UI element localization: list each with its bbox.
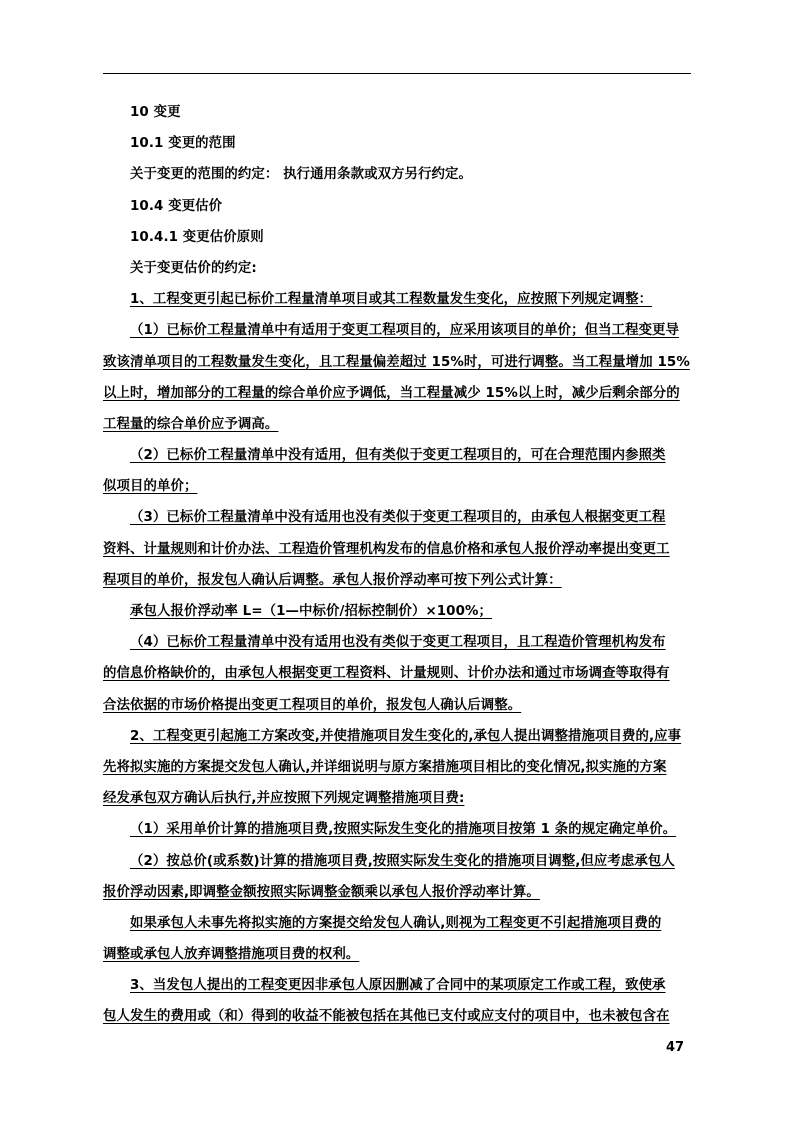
text-line [103, 908, 691, 939]
text-line [103, 97, 691, 128]
text-line [103, 1001, 691, 1032]
text-line-content: 工程量的综合单价应予调高。 [103, 416, 279, 432]
text-line-content: 先将拟实施的方案提交发包人确认,并详细说明与原方案措施项目相比的变化情况,拟实施的方案 [103, 759, 667, 775]
text-line-content: 资料、计量规则和计价办法、工程造价管理机构发布的信息价格和承包人报价浮动率提出变更工 [103, 541, 670, 557]
text-line-content: 关于变更估价的约定: [130, 260, 257, 276]
text-line-content: 2、工程变更引起施工方案改变,并使措施项目发生变化的,承包人提出调整措施项目费的,应事 [130, 728, 682, 744]
text-line-content: 程项目的单价，报发包人确认后调整。承包人报价浮动率可按下列公式计算： [103, 572, 562, 588]
text-line-content: 似项目的单价； [103, 479, 198, 495]
text-line [103, 159, 691, 190]
text-line [103, 690, 691, 721]
text-line [103, 284, 691, 315]
text-line-content: 经发承包双方确认后执行,并应按照下列规定调整措施项目费: [103, 791, 465, 807]
text-line-content: 10.4 变更估价 [130, 198, 223, 214]
text-line [103, 721, 691, 752]
text-line-content: （2）按总价(或系数)计算的措施项目费,按照实际发生变化的措施项目调整,但应考虑承包人 [130, 853, 675, 869]
text-line [103, 970, 691, 1001]
text-line [103, 440, 691, 471]
text-line [103, 783, 691, 814]
text-line [103, 658, 691, 689]
text-line-content: （4）已标价工程量清单中没有适用也没有类似于变更工程项目，且工程造价管理机构发布 [130, 635, 666, 651]
text-line-content: 如果承包人未事先将拟实施的方案提交给发包人确认,则视为工程变更不引起措施项目费的 [130, 915, 662, 931]
text-line-content: （1）已标价工程量清单中有适用于变更工程项目的，应采用该项目的单价；但当工程变更导 [130, 323, 680, 339]
text-line-content: 的信息价格缺价的，由承包人根据变更工程资料、计量规则、计价办法和通过市场调查等取得有 [103, 666, 670, 682]
text-line-content: 调整或承包人放弃调整措施项目费的权利。 [103, 947, 360, 963]
text-line [103, 596, 691, 627]
text-line [103, 534, 691, 565]
header-rule [103, 73, 691, 74]
text-line-content: 合法依据的市场价格提出变更工程项目的单价，报发包人确认后调整。 [103, 697, 522, 713]
text-line-content: 10.1 变更的范围 [130, 136, 236, 152]
text-line-content: 3、当发包人提出的工程变更因非承包人原因删减了合同中的某项原定工作或工程，致使承 [130, 978, 666, 994]
text-line-content: （1）采用单价计算的措施项目费,按照实际发生变化的措施项目按第 1 条的规定确定单价。 [130, 822, 677, 838]
text-line [103, 315, 691, 346]
text-line-content: 关于变更的范围的约定： 执行通用条款或双方另行约定。 [130, 167, 473, 183]
text-line-content: （3）已标价工程量清单中没有适用也没有类似于变更工程项目的，由承包人根据变更工程 [130, 510, 666, 526]
text-line [103, 877, 691, 908]
text-line-content: 致该清单项目的工程数量发生变化，且工程量偏差超过 15%时，可进行调整。当工程量增加 15% [103, 354, 690, 370]
text-line [103, 409, 691, 440]
text-line-content: （2）已标价工程量清单中没有适用，但有类似于变更工程项目的，可在合理范围内参照类 [130, 448, 666, 464]
text-line-content: 10 变更 [130, 105, 181, 120]
text-line [103, 814, 691, 845]
text-line-content: 承包人报价浮动率 L=（1—中标价/招标控制价）×100%； [130, 604, 493, 619]
text-line [103, 627, 691, 658]
text-line [103, 128, 691, 159]
text-line [103, 502, 691, 533]
text-line [103, 752, 691, 783]
text-line [103, 846, 691, 877]
text-line [103, 253, 691, 284]
document-body [103, 97, 691, 1033]
text-line [103, 191, 691, 222]
text-line-content: 以上时，增加部分的工程量的综合单价应予调低，当工程量减少 15%以上时，减少后剩余部分的 [103, 385, 680, 401]
text-line [103, 471, 691, 502]
text-line-content: 1、工程变更引起已标价工程量清单项目或其工程数量发生变化，应按照下列规定调整： [130, 292, 653, 308]
text-line-content: 10.4.1 变更估价原则 [130, 229, 264, 245]
page-number: 47 [666, 1040, 685, 1055]
text-line [103, 565, 691, 596]
text-line-content: 包人发生的费用或（和）得到的收益不能被包括在其他已支付或应支付的项目中，也未被包含在 [103, 1009, 670, 1025]
text-line-content: 报价浮动因素,即调整金额按照实际调整金额乘以承包人报价浮动率计算。 [103, 884, 540, 900]
text-line [103, 222, 691, 253]
text-line [103, 378, 691, 409]
text-line [103, 939, 691, 970]
text-line [103, 347, 691, 378]
